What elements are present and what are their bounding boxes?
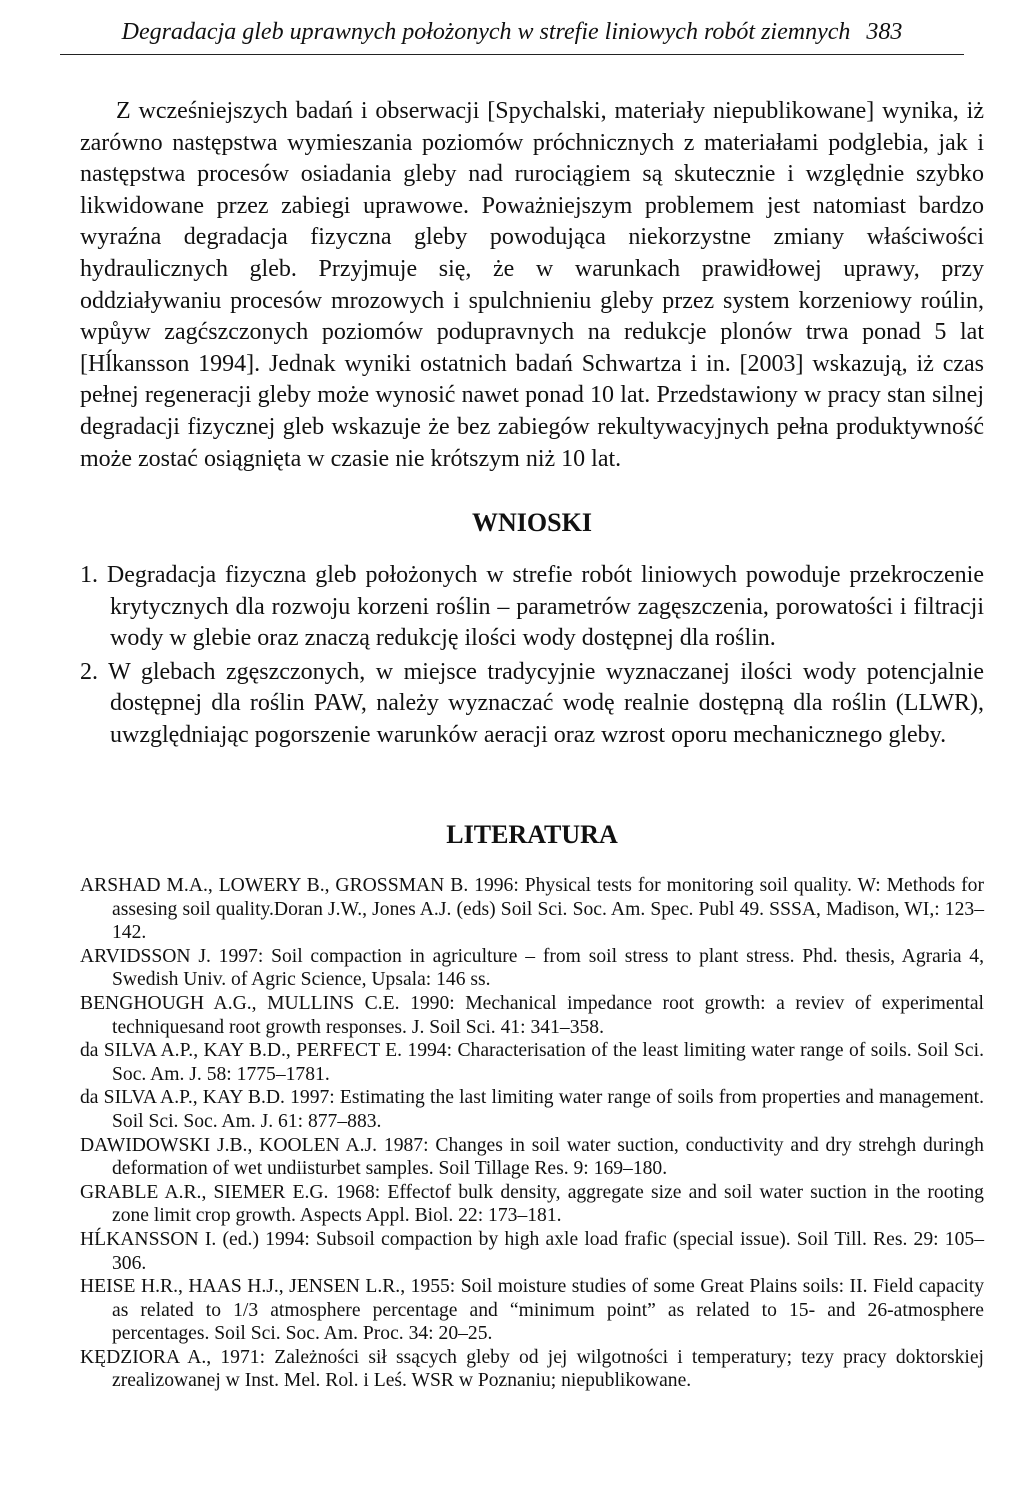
reference-item [80, 874, 984, 945]
reference-details: 1997: Soil compaction in agriculture – from soil stress to plant stress. Phd. thesis, Agraria 4, Swedish Univ. of Agric Science, Upsala: 146 ss. [112, 945, 984, 991]
reference-authors: BENGHOUGH A.G., MULLINS C.E. [80, 992, 400, 1014]
reference-item [80, 945, 984, 992]
reference-item [80, 1086, 984, 1133]
reference-details: 1955: Soil moisture studies of some Great Plains soils: II. Field capacity as related to 1/3 atmosphere percentage and “minimum point” as related to 15- and 26-atmosphere percentages. Soil Sci. Soc. Am. Proc. 34: 20–25. [112, 1276, 984, 1345]
reference-authors: da SILVA A.P., KAY B.D. [80, 1087, 285, 1109]
reference-authors: DAWIDOWSKI J.B., KOOLEN A.J. [80, 1134, 378, 1156]
reference-authors: da SILVA A.P., KAY B.D., PERFECT E. [80, 1040, 402, 1062]
reference-authors: ARSHAD M.A., LOWERY B., GROSSMAN B. [80, 875, 469, 896]
reference-item [80, 1134, 984, 1181]
reference-item [80, 1039, 984, 1086]
reference-details: 1997: Estimating the last limiting water range of soils from properties and management. Soil Sci. Soc. Am. J. 61: 877–883. [112, 1087, 984, 1132]
references-list [80, 874, 984, 1393]
reference-authors: GRABLE A.R., SIEMER E.G. [80, 1181, 329, 1203]
reference-authors: ARVIDSSON J. [80, 945, 211, 967]
reference-details: 1996: Physical tests for monitoring soil quality. W: Methods for assesing soil quality.Doran J.W., Jones A.J. (eds) Soil Sci. Soc. Am. Spec. Publ 49. SSSA, Madison, WI,: 123–142. [112, 875, 984, 944]
running-title: Degradacja gleb uprawnych położonych w strefie liniowych robót ziemnych [121, 19, 851, 45]
references-heading: LITERATURA [446, 820, 618, 849]
conclusion-item: 1. Degradacja fizyczna gleb położonych w strefie robót liniowych powoduje przekroczenie krytycznych dla rozwoju korzeni roślin – parametrów zagęszczenia, porowatości i filtracji wody w glebie oraz znaczą redukcję ilości wody dostępnej dla roślin. [80, 562, 984, 651]
reference-item [80, 1228, 984, 1275]
reference-authors: HEISE H.R., HAAS H.J., JENSEN L.R., [80, 1276, 406, 1298]
reference-item [80, 1181, 984, 1228]
reference-details: 1990: Mechanical impedance root growth: a reviev of experimental techniquesand root growth responses. J. Soil Sci. 41: 341–358. [112, 992, 984, 1038]
reference-details: 1987: Changes in soil water suction, conductivity and dry strehgh duringh deformation of wet undiisturbet samples. Soil Tillage Res. 9: 169–180. [112, 1134, 984, 1180]
running-header [60, 14, 964, 55]
reference-details: 1994: Characterisation of the least limiting water range of soils. Soil Sci. Soc. Am. J. 58: 1775–1781. [112, 1040, 984, 1085]
reference-item [80, 992, 984, 1039]
conclusions-heading: WNIOSKI [472, 508, 592, 537]
reference-details: 1968: Effectof bulk density, aggregate size and soil water suction in the rooting zone limit crop growth. Aspects Appl. Biol. 22: 173–181. [112, 1181, 984, 1227]
conclusion-item: 2. W glebach zgęszczonych, w miejsce tradycyjnie wyznaczanej ilości wody potencjalnie dostępnej dla roślin PAW, należy wyznaczać wodę realnie dostępną dla roślin (LLWR), uwzględniając pogorszenie warunków aeracji oraz wzrost oporu mechanicznego gleby. [80, 658, 984, 748]
reference-details: (ed.) 1994: Subsoil compaction by high axle load frafic (special issue). Soil Till. Res. 29: 105–306. [112, 1228, 984, 1274]
reference-authors: HĹKANSSON I. [80, 1228, 217, 1250]
reference-item [80, 1275, 984, 1346]
reference-authors: KĘDZIORA A., [80, 1346, 212, 1368]
conclusions-list [80, 560, 984, 753]
page-number: 383 [866, 19, 903, 45]
reference-item [80, 1346, 984, 1393]
body-paragraph: Z wcześniejszych badań i obserwacji [Spychalski, materiały niepublikowane] wynika, iż zarówno następstwa wymieszania poziomów próchnicznych z materiałami podglebia, jak i następstwa procesów osiadania gleby nad rurociągiem są skutecznie i względnie szybko likwidowane przez zabiegi uprawowe. Poważniejszym problemem jest natomiast bardzo wyraźna degradacja fizyczna gleby powodująca niekorzystne zmiany właściwości hydraulicznych gleb. Przyjmuje się, że w warunkach prawidłowej uprawy, przy oddziaływaniu procesów mrozowych i spulchnieniu gleby przez system korzeniowy roúlin, wpůyw zagćszczonych poziomów podupravnych na redukcje plonów trwa ponad 5 lat [Hĺkansson 1994]. Jednak wyniki ostatnich badań Schwartza i in. [2003] wskazują, iż czas pełnej regeneracji gleby może wynosić nawet ponad 10 lat. Przedstawiony w pracy stan silnej degradacji fizycznej gleb wskazuje że bez zabiegów rekultywacyjnych pełna produktywność może zostać osiągnięta w czasie nie krótszym niż 10 lat. [80, 98, 984, 472]
reference-details: 1971: Zależności sił ssących gleby od jej wilgotności i temperatury; tezy pracy doktorskiej zrealizowanej w Inst. Mel. Rol. i Leś. WSR w Poznaniu; niepublikowane. [112, 1346, 984, 1392]
